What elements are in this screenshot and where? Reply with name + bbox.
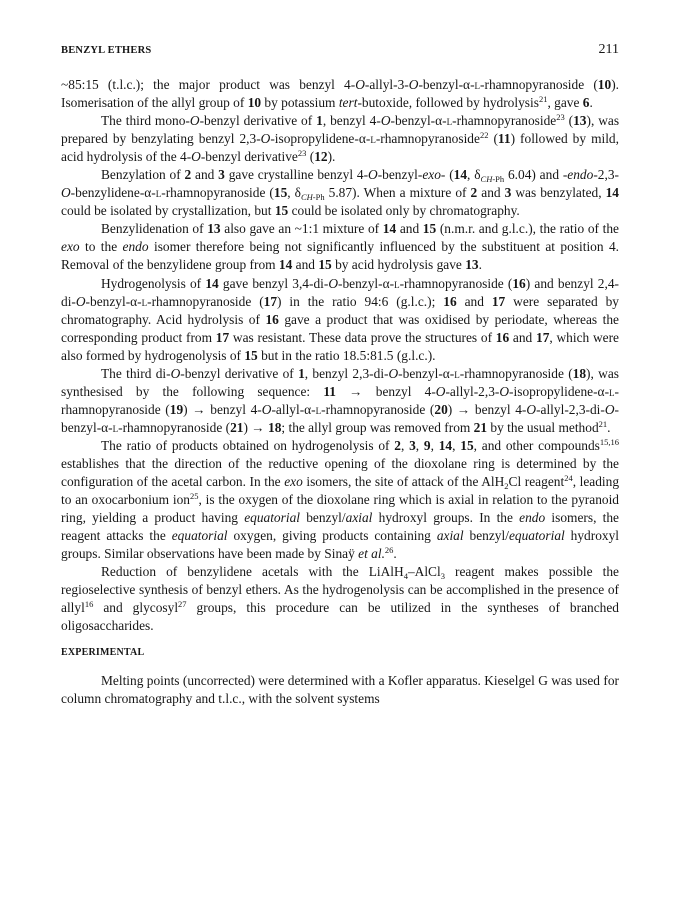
paragraph: Hydrogenolysis of 14 gave benzyl 3,4-di-O-benzyl-α-l-rhamnopyranoside (16) and benzyl 2,4-di-O-benzyl-α-l-rhamnopyranoside (17) in the ratio 94:6 (g.l.c.); 16 and 17 were separated by chromatography. Acid hydrolysis of 16 gave a product that was oxidised by periodate, whereas the corresponding product from 17 was resistant. These data prove the structures of 16 and 17, which were also formed by hydrogenolysis of 15 but in the ratio 18.5:81.5 (g.l.c.).: [61, 275, 619, 363]
paragraph: Benzylation of 2 and 3 gave crystalline benzyl 4-O-benzyl-exo- (14, $\delta_{CH-Ph}$ 6.04) and -endo-2,3-O-benzylidene-α-l-rhamnopyranoside (15, $\delta_{CH-Ph}$ 5.87). When a mixture of 2 and 3 was benzylated, 14 could be isolated by crystallization, but 15 could be isolated only by chromatography.: [61, 167, 619, 219]
paragraph: The third mono-O-benzyl derivative of 1, benzyl 4-O-benzyl-α-l-rhamnopyranoside$^{23}$ (13), was prepared by benzylating benzyl 2,3-O-isopropylidene-α-l-rhamnopyranoside$^{22}$ (11) followed by mild, acid hydrolysis of the 4-O-benzyl derivative$^{23}$ (12).: [61, 112, 620, 165]
paragraph: ~85:15 (t.l.c.); the major product was benzyl 4-O-allyl-3-O-benzyl-α-l-rhamnopyranoside (10). Isomerisation of the allyl group of 10 by potassium tert-butoxide, followed by hydrolysis$^{21}$, gave 6.: [61, 77, 619, 111]
paragraph: Reduction of benzylidene acetals with the LiAlH$_4$–AlCl$_3$ reagent makes possible the regioselective synthesis of benzyl ethers. As the hydrogenolysis can be accomplished in the presence of allyl$^{16}$ and glycosyl$^{27}$ groups, this procedure can be utilized in the syntheses of branched oligosaccharides.: [61, 564, 619, 634]
paragraph: Benzylidenation of 13 also gave an ~1:1 mixture of 14 and 15 (n.m.r. and g.l.c.), the ratio of the exo to the endo isomer therefore being not significantly influenced by the substituent at position 4. Removal of the benzylidene group from 14 and 15 by acid hydrolysis gave 13.: [61, 221, 619, 273]
body-text: [61, 76, 619, 708]
page-number: 211: [598, 42, 619, 57]
paragraph: Melting points (uncorrected) were determined with a Kofler apparatus. Kieselgel G was used for column chromatography and t.l.c., with the solvent systems: [61, 672, 619, 706]
running-title: BENZYL ETHERS: [61, 45, 152, 56]
section-heading: EXPERIMENTAL: [61, 647, 145, 659]
running-header: [61, 42, 619, 58]
paragraph: The ratio of products obtained on hydrogenolysis of 2, 3, 9, 14, 15, and other compounds$^{15,16}$ establishes that the direction of the reductive opening of the dioxolane ring is determined by the configuration of the acetal carbon. In the exo isomers, the site of attack of the AlH$_2$Cl reagent$^{24}$, leading to an oxocarbonium ion$^{25}$, is the oxygen of the dioxolane ring which is axial in relation to the pyranoid ring, yielding a product having equatorial benzyl/axial hydroxyl groups. In the endo isomers, the reagent attacks the equatorial oxygen, giving products containing axial benzyl/equatorial hydroxyl groups. Similar observations have been made by Sinaÿ et al.$^{26}$.: [61, 436, 620, 562]
paragraph: The third di-O-benzyl derivative of 1, benzyl 2,3-di-O-benzyl-α-l-rhamnopyranoside (18), was synthesised by the following sequence: 11 → benzyl 4-O-allyl-2,3-O-isopropylidene-α-l-rhamnopyranoside (19) → benzyl 4-O-allyl-α-l-rhamnopyranoside (20) → benzyl 4-O-allyl-2,3-di-O-benzyl-α-l-rhamnopyranoside (21) → 18; the allyl group was removed from 21 by the usual method$^{21}$.: [61, 365, 619, 435]
